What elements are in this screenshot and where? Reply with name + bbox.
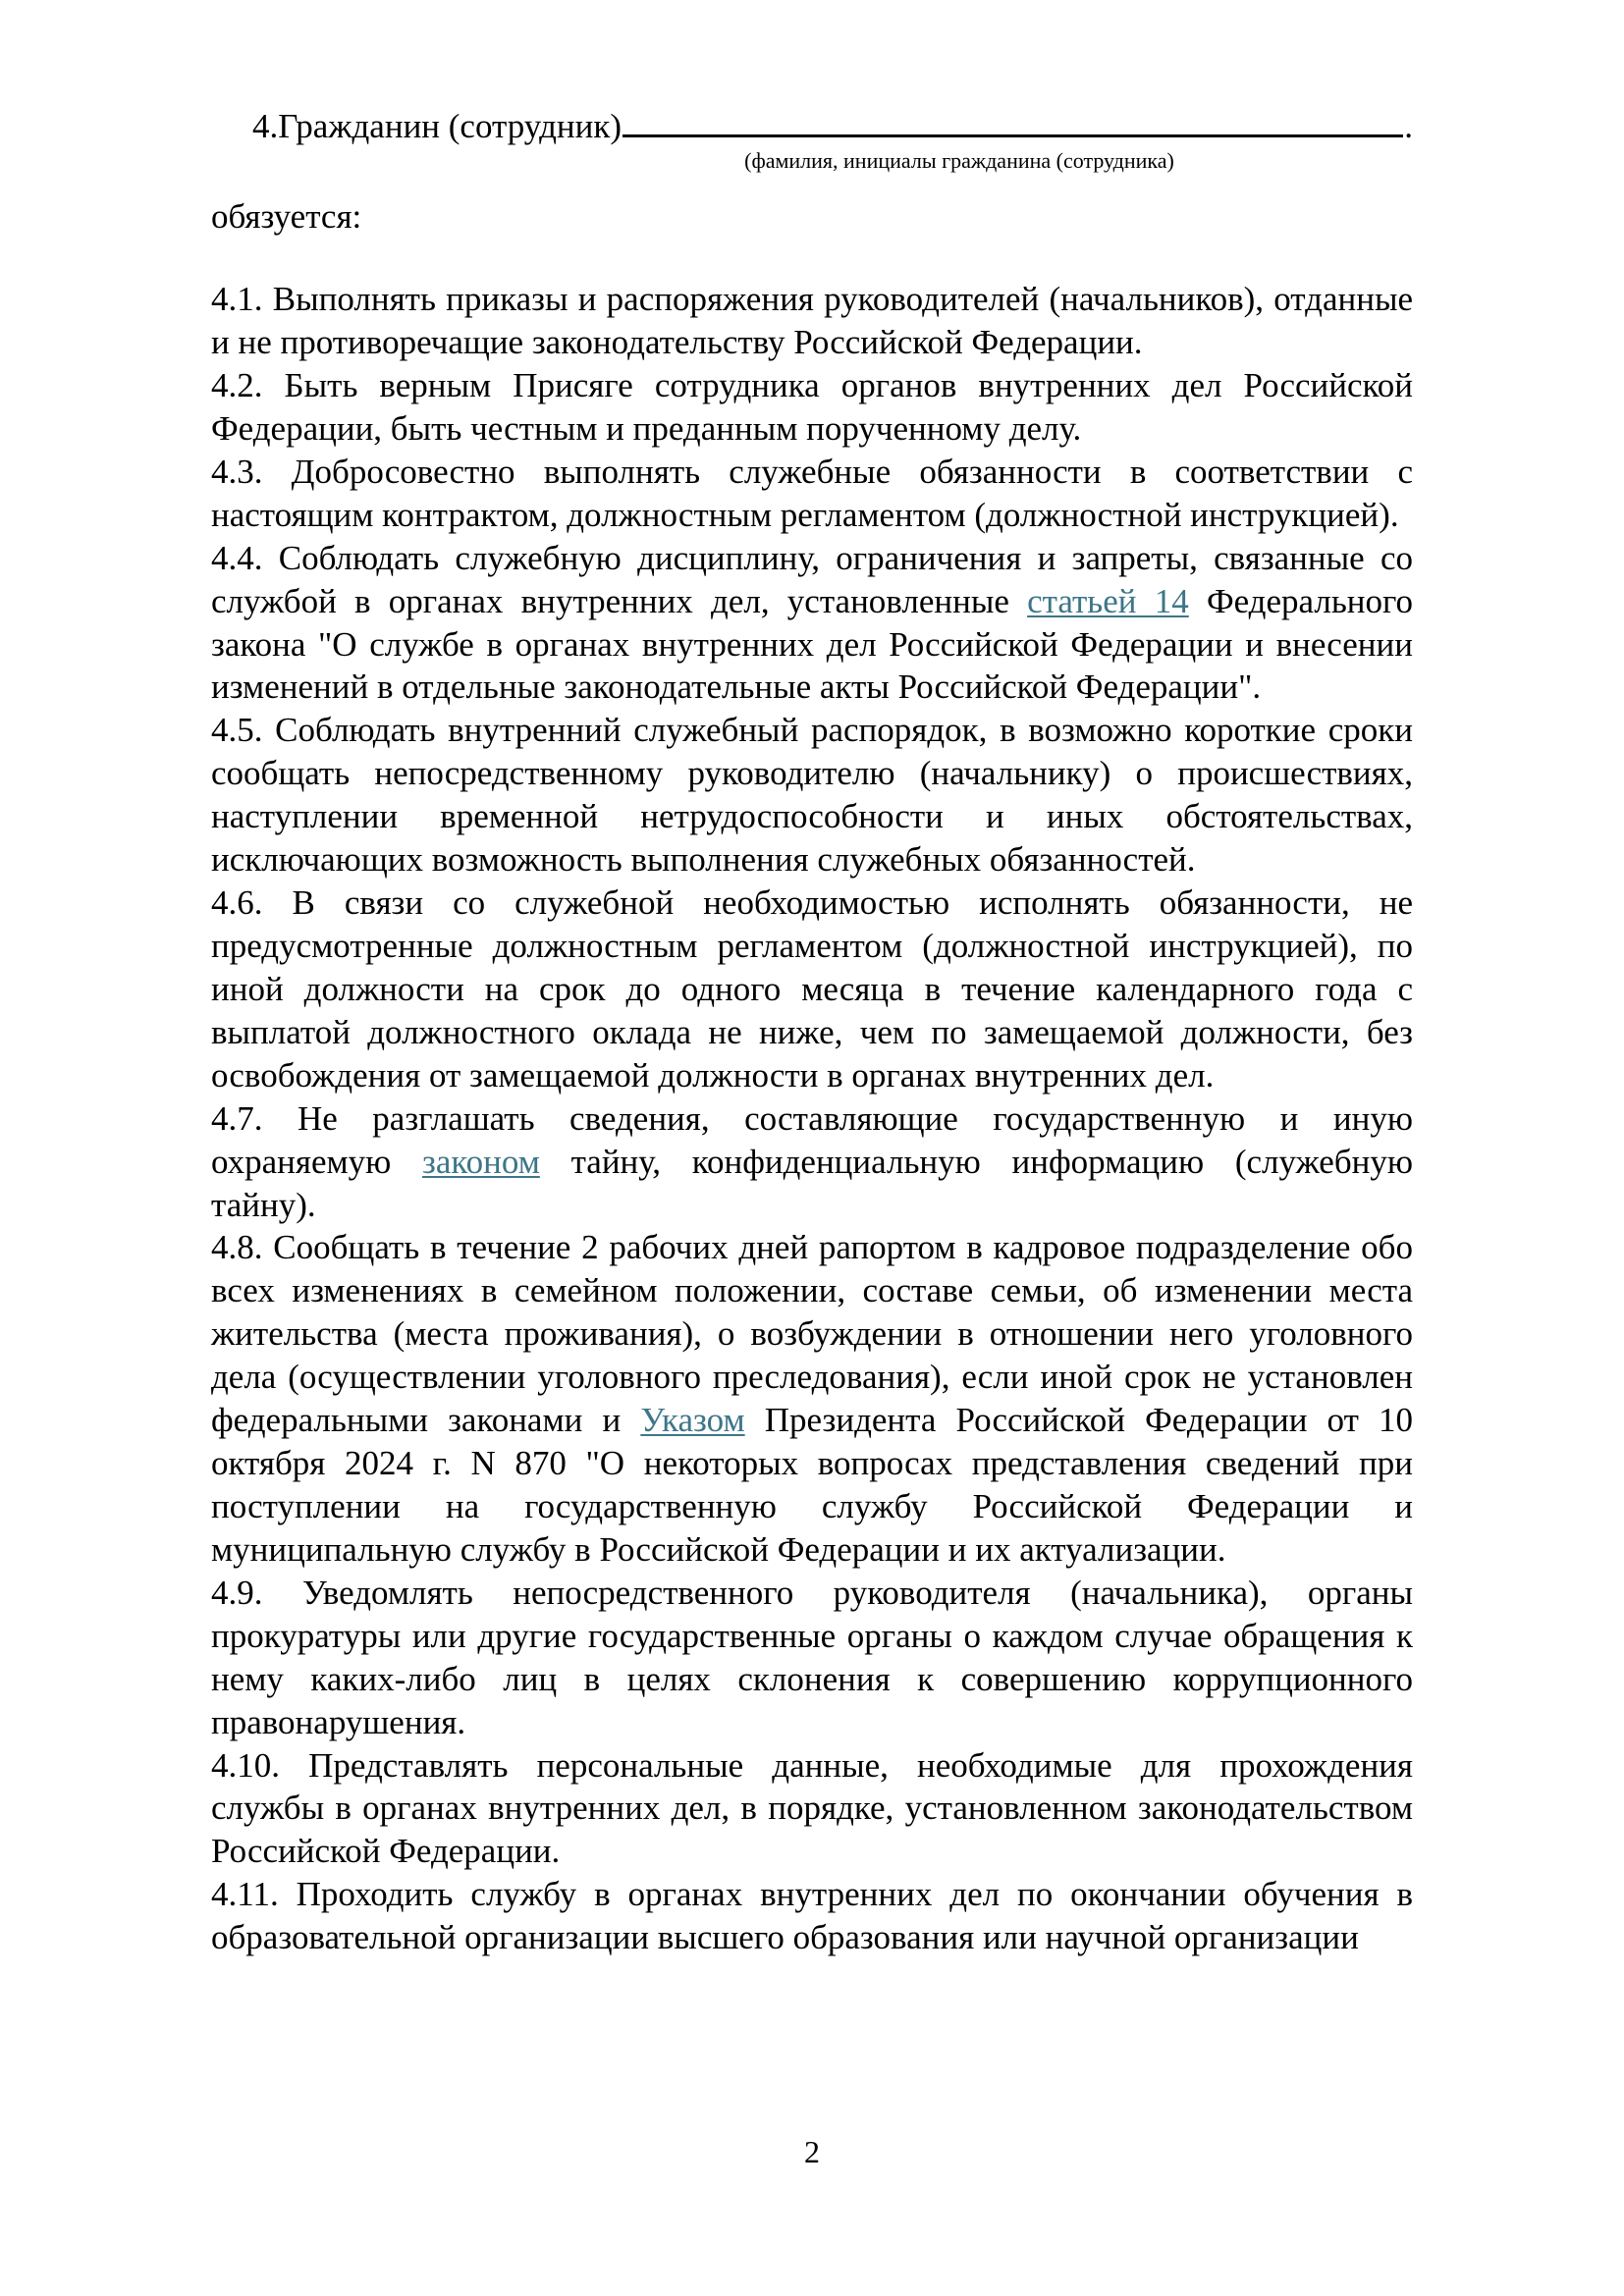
clause-paragraph-4.6 xyxy=(211,881,1413,1097)
obliges-text: обязуется: xyxy=(211,196,362,236)
clause-paragraph-4.5 xyxy=(211,709,1413,881)
clause-text-run: Президента Российской Федерации от 10 октября 2024 г. N 870 "О некоторых вопросах представления сведений при поступлении на государственную службу Российской Федерации и муниципальную службу в Российской Федерации и их актуализации. xyxy=(211,1401,1414,1569)
clause-paragraph-4.7 xyxy=(211,1097,1413,1227)
clause-paragraph-4.2 xyxy=(211,364,1413,451)
name-blank-field[interactable] xyxy=(623,103,1403,137)
legal-reference-link[interactable]: Указом xyxy=(640,1401,745,1440)
clause-text-run: 4.10. Представлять персональные данные, необходимые для прохождения службы в органах внутренних дел, в порядке, установленном законодательством Российской Федерации. xyxy=(211,1745,1413,1871)
heading-trailing-period: . xyxy=(1404,107,1413,146)
clause-text-run: 4.5. Соблюдать внутренний служебный распорядок, в возможно короткие сроки сообщать непосредственному руководителю (начальнику) о происшествиях, наступлении временной нетрудоспособности и иных обстоятельствах, исключающих возможность выполнения служебных обязанностей. xyxy=(211,711,1413,880)
clause-text-run: 4.7. Не разглашать сведения, составляющие государственную и иную охраняемую xyxy=(211,1098,1413,1181)
name-field-caption: (фамилия, инициалы гражданина (сотрудника) xyxy=(744,148,1174,174)
clause-paragraph-4.10 xyxy=(211,1744,1413,1874)
clause-text-run: 4.6. В связи со служебной необходимостью исполнять обязанности, не предусмотренные должностным регламентом (должностной инструкцией), по иной должности на срок до одного месяца в течение календарного года с выплатой должностного оклада не ниже, чем по замещаемой должности, без освобождения от замещаемой должности в органах внутренних дел. xyxy=(211,883,1413,1095)
clause-text-run: 4.8. Сообщать в течение 2 рабочих дней рапортом в кадровое подразделение обо всех изменениях в семейном положении, составе семьи, об изменении места жительства (места проживания), о возбуждении в отношении него уголовного дела (осуществлении уголовного преследования), если иной срок не установлен федеральными законами и xyxy=(211,1228,1413,1440)
clause-text-run: 4.2. Быть верным Присяге сотрудника органов внутренних дел Российской Федерации, быть честным и преданным порученному делу. xyxy=(211,366,1413,448)
legal-reference-link[interactable]: законом xyxy=(422,1142,540,1181)
clause-text-run: Федерального закона "О службе в органах внутренних дел Российской Федерации и внесении изменений в отдельные законодательные акты Российской Федерации". xyxy=(211,581,1413,707)
clause-paragraph-4.11 xyxy=(211,1873,1413,1959)
gражданин-heading-line xyxy=(211,103,1413,146)
clause-text-run: 4.3. Добросовестно выполнять служебные обязанности в соответствии с настоящим контрактом, должностным регламентом (должностной инструкцией). xyxy=(211,452,1413,534)
clause-list xyxy=(211,278,1413,1959)
clause-paragraph-4.3 xyxy=(211,451,1413,537)
clause-text-run: тайну, конфиденциальную информацию (служебную тайну). xyxy=(211,1142,1414,1224)
document-body xyxy=(211,103,1413,1959)
clause-4-label: 4.Гражданин (сотрудник) xyxy=(252,107,622,146)
clause-text-run: 4.9. Уведомлять непосредственного руководителя (начальника), органы прокуратуры или другие государственные органы о каждом случае обращения к нему каких-либо лиц в целях склонения к совершению коррупционного правонарушения. xyxy=(211,1573,1413,1741)
clause-paragraph-4.9 xyxy=(211,1572,1413,1744)
legal-reference-link[interactable]: статьей 14 xyxy=(1027,581,1189,620)
page-number: 2 xyxy=(804,2134,820,2169)
clause-paragraph-4.8 xyxy=(211,1226,1413,1571)
clause-paragraph-4.1 xyxy=(211,278,1413,364)
clause-paragraph-4.4 xyxy=(211,537,1413,710)
clause-text-run: 4.4. Соблюдать служебную дисциплину, ограничения и запреты, связанные со службой в органах внутренних дел, установленные xyxy=(211,538,1413,620)
clause-text-run: 4.11. Проходить службу в органах внутренних дел по окончании обучения в образовательной организации высшего образования или научной организации xyxy=(211,1875,1413,1957)
clause-text-run: 4.1. Выполнять приказы и распоряжения руководителей (начальников), отданные и не противоречащие законодательству Российской Федерации. xyxy=(211,280,1413,362)
